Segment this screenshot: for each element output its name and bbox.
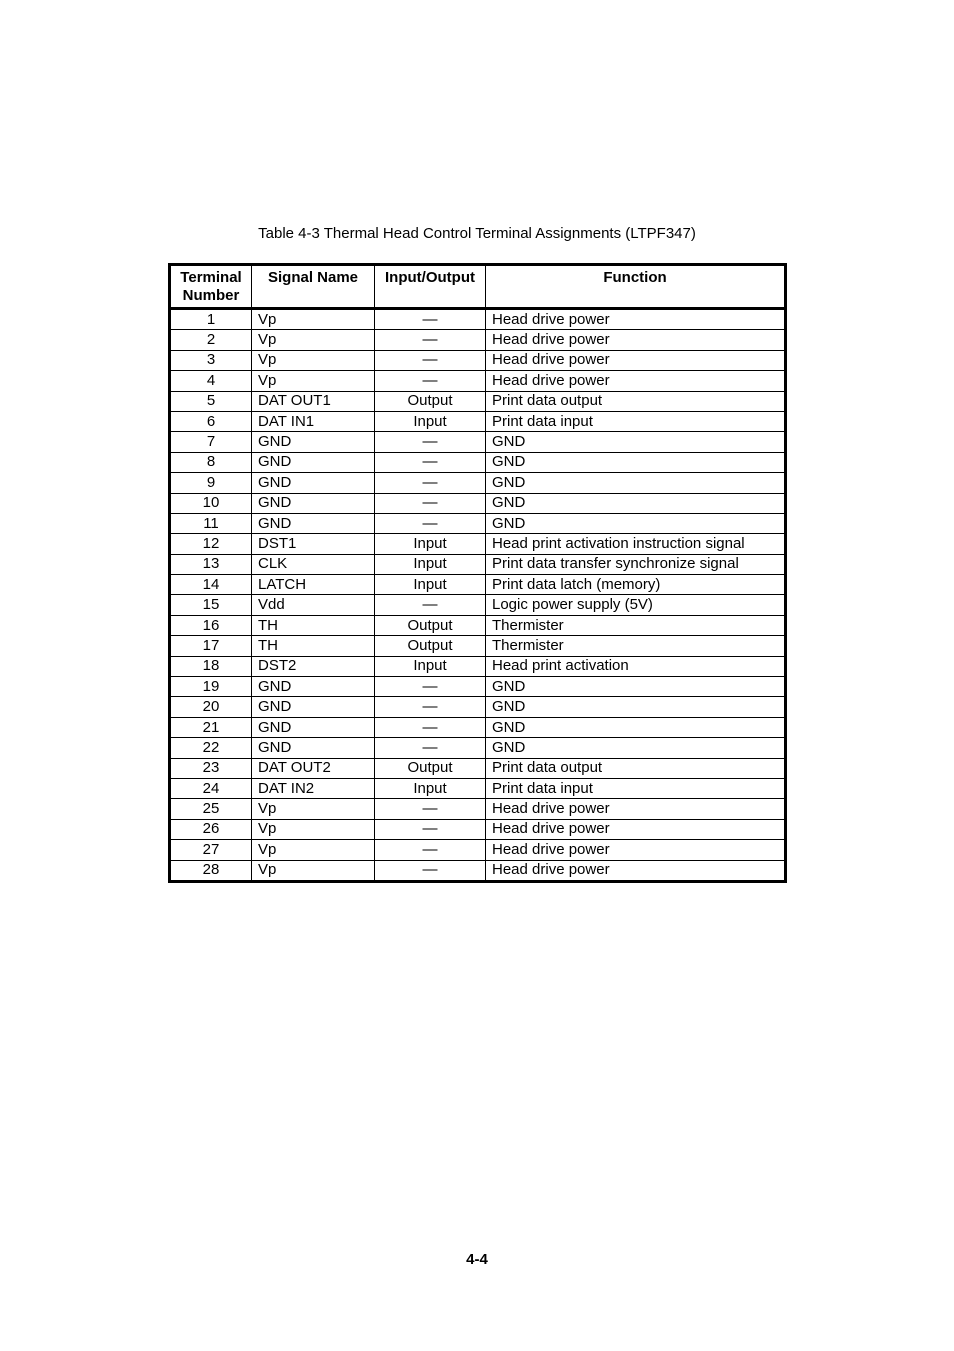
table-row [170,717,786,737]
terminal-number-cell: 24 [170,778,252,798]
function-cell: GND [486,432,786,452]
function-cell: Head print activation [486,656,786,676]
function-cell: GND [486,473,786,493]
function-cell: Head drive power [486,799,786,819]
function-cell: Print data output [486,391,786,411]
signal-name-cell: DST2 [252,656,375,676]
terminal-number-cell: 17 [170,636,252,656]
terminal-number-cell: 28 [170,860,252,881]
table-row [170,513,786,533]
input-output-cell: Output [375,758,486,778]
input-output-cell: — [375,452,486,472]
terminal-number-cell: 15 [170,595,252,615]
function-cell: Print data input [486,411,786,431]
function-cell: Head drive power [486,309,786,330]
terminal-number-cell: 22 [170,738,252,758]
function-cell: Print data transfer synchronize signal [486,554,786,574]
table-row [170,554,786,574]
terminal-number-cell: 6 [170,411,252,431]
terminal-number-cell: 3 [170,350,252,370]
terminal-number-cell: 4 [170,371,252,391]
function-cell: Head drive power [486,371,786,391]
function-cell: Head drive power [486,350,786,370]
signal-name-cell: Vp [252,371,375,391]
table-row [170,432,786,452]
function-cell: GND [486,493,786,513]
input-output-cell: — [375,432,486,452]
function-cell: Head drive power [486,840,786,860]
header-input-output: Input/Output [375,265,486,309]
table-row [170,452,786,472]
input-output-cell: Output [375,615,486,635]
terminal-number-cell: 14 [170,575,252,595]
function-cell: GND [486,697,786,717]
signal-name-cell: TH [252,636,375,656]
table-caption: Table 4-3 Thermal Head Control Terminal Assignments (LTPF347) [258,225,696,242]
table-row [170,677,786,697]
table-row [170,534,786,554]
terminal-number-cell: 16 [170,615,252,635]
page-number: 4-4 [466,1251,488,1268]
function-cell: GND [486,717,786,737]
terminal-number-cell: 21 [170,717,252,737]
input-output-cell: — [375,473,486,493]
function-cell: Print data latch (memory) [486,575,786,595]
terminal-number-cell: 25 [170,799,252,819]
function-cell: Logic power supply (5V) [486,595,786,615]
table-row [170,819,786,839]
function-cell: Head drive power [486,819,786,839]
terminal-number-cell: 18 [170,656,252,676]
table-row [170,350,786,370]
signal-name-cell: DAT OUT1 [252,391,375,411]
table-row [170,411,786,431]
input-output-cell: Input [375,411,486,431]
header-terminal-number: Terminal Number [170,265,252,309]
signal-name-cell: GND [252,473,375,493]
table-row [170,330,786,350]
signal-name-cell: GND [252,493,375,513]
table-header-row [170,265,786,309]
table-row [170,636,786,656]
terminal-assignment-table [168,263,787,883]
input-output-cell: — [375,350,486,370]
table-row [170,309,786,330]
signal-name-cell: Vdd [252,595,375,615]
signal-name-cell: GND [252,717,375,737]
signal-name-cell: LATCH [252,575,375,595]
function-cell: Head print activation instruction signal [486,534,786,554]
input-output-cell: Input [375,778,486,798]
table-row [170,493,786,513]
signal-name-cell: Vp [252,309,375,330]
header-signal-name: Signal Name [252,265,375,309]
input-output-cell: Input [375,575,486,595]
terminal-number-cell: 10 [170,493,252,513]
input-output-cell: — [375,860,486,881]
input-output-cell: Output [375,636,486,656]
signal-name-cell: GND [252,452,375,472]
input-output-cell: Input [375,534,486,554]
input-output-cell: — [375,677,486,697]
signal-name-cell: TH [252,615,375,635]
terminal-number-cell: 1 [170,309,252,330]
signal-name-cell: GND [252,738,375,758]
function-cell: Head drive power [486,860,786,881]
signal-name-cell: GND [252,697,375,717]
table-row [170,575,786,595]
terminal-number-cell: 26 [170,819,252,839]
terminal-number-cell: 20 [170,697,252,717]
input-output-cell: — [375,513,486,533]
signal-name-cell: DST1 [252,534,375,554]
signal-name-cell: DAT OUT2 [252,758,375,778]
terminal-number-cell: 2 [170,330,252,350]
function-cell: Thermister [486,636,786,656]
signal-name-cell: CLK [252,554,375,574]
signal-name-cell: Vp [252,799,375,819]
table-row [170,799,786,819]
input-output-cell: — [375,799,486,819]
input-output-cell: — [375,371,486,391]
function-cell: GND [486,452,786,472]
terminal-number-cell: 19 [170,677,252,697]
table-row [170,391,786,411]
table-row [170,697,786,717]
terminal-number-cell: 9 [170,473,252,493]
input-output-cell: — [375,595,486,615]
signal-name-cell: Vp [252,840,375,860]
table-row [170,615,786,635]
terminal-number-cell: 27 [170,840,252,860]
function-cell: Print data input [486,778,786,798]
header-function: Function [486,265,786,309]
terminal-number-cell: 8 [170,452,252,472]
input-output-cell: — [375,840,486,860]
input-output-cell: — [375,493,486,513]
input-output-cell: Input [375,656,486,676]
table-row [170,860,786,881]
terminal-number-cell: 5 [170,391,252,411]
table-row [170,656,786,676]
terminal-number-cell: 7 [170,432,252,452]
input-output-cell: — [375,330,486,350]
function-cell: Thermister [486,615,786,635]
terminal-number-cell: 23 [170,758,252,778]
function-cell: GND [486,738,786,758]
function-cell: GND [486,677,786,697]
terminal-number-cell: 11 [170,513,252,533]
input-output-cell: Output [375,391,486,411]
terminal-number-cell: 12 [170,534,252,554]
terminal-number-cell: 13 [170,554,252,574]
signal-name-cell: Vp [252,819,375,839]
table-body [170,309,786,882]
input-output-cell: — [375,738,486,758]
table-row [170,840,786,860]
input-output-cell: — [375,819,486,839]
signal-name-cell: GND [252,677,375,697]
table-row [170,473,786,493]
input-output-cell: Input [375,554,486,574]
table-row [170,758,786,778]
signal-name-cell: Vp [252,860,375,881]
signal-name-cell: GND [252,432,375,452]
input-output-cell: — [375,717,486,737]
function-cell: GND [486,513,786,533]
input-output-cell: — [375,697,486,717]
function-cell: Head drive power [486,330,786,350]
signal-name-cell: GND [252,513,375,533]
function-cell: Print data output [486,758,786,778]
table-row [170,595,786,615]
signal-name-cell: DAT IN2 [252,778,375,798]
table-row [170,778,786,798]
signal-name-cell: Vp [252,330,375,350]
signal-name-cell: DAT IN1 [252,411,375,431]
table-row [170,371,786,391]
input-output-cell: — [375,309,486,330]
table-row [170,738,786,758]
signal-name-cell: Vp [252,350,375,370]
